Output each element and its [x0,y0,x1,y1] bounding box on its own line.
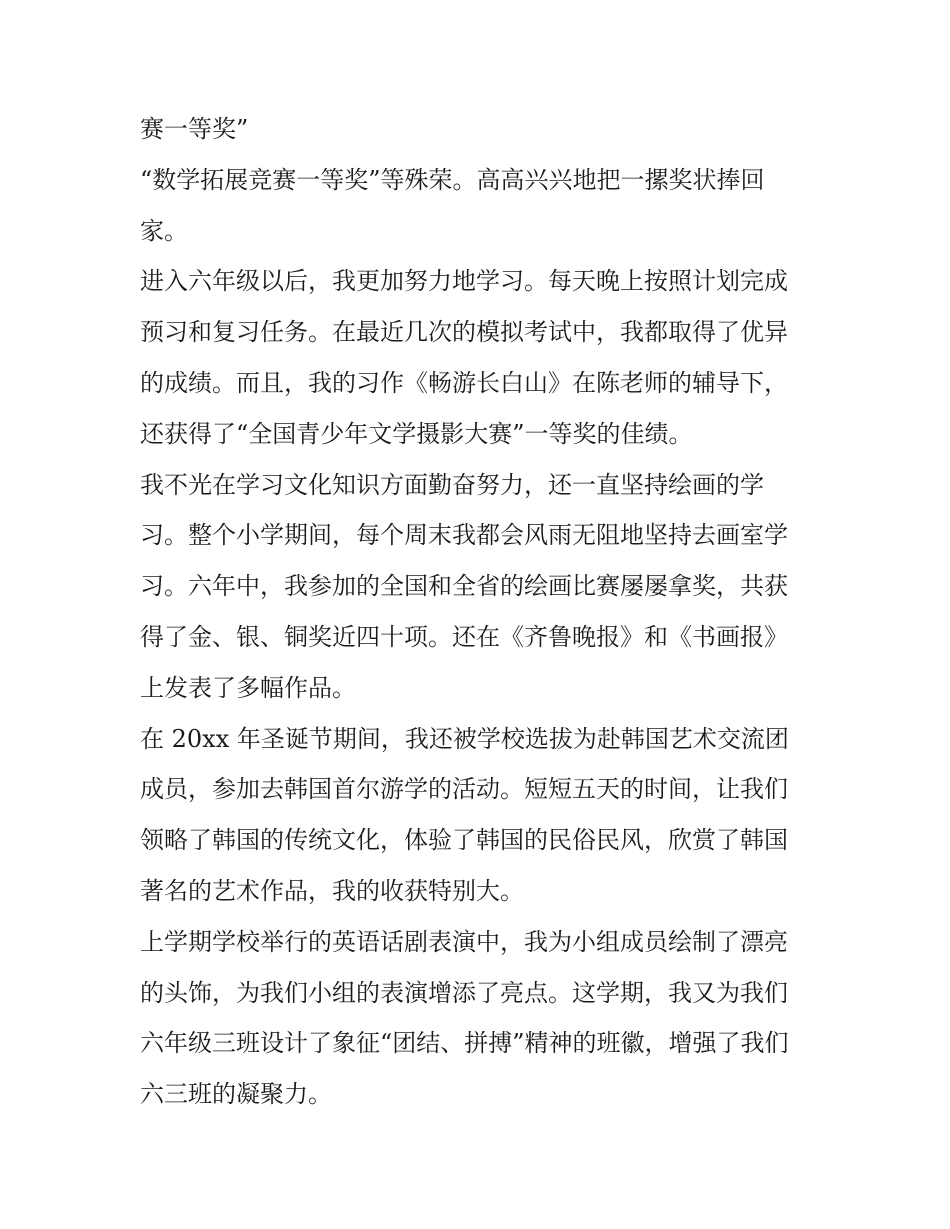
text-line: 六年级三班设计了象征“团结、拼搏”精神的班徽，增强了我们 [140,1029,789,1058]
text-line: 我不光在学习文化知识方面勤奋努力，还一直坚持绘画的学 [140,470,764,499]
text-line: 预习和复习任务。在最近几次的模拟考试中，我都取得了优异 [140,318,788,347]
text-line: 的成绩。而且，我的习作《畅游长白山》在陈老师的辅导下， [140,368,788,397]
text-line: 习。整个小学期间，每个周末我都会风雨无阻地坚持去画室学 [140,521,788,550]
text-line: 上发表了多幅作品。 [140,673,356,702]
document-body [140,104,814,1120]
text-line: 进入六年级以后，我更加努力地学习。每天晚上按照计划完成 [140,267,788,296]
text-line: 习。六年中，我参加的全国和全省的绘画比赛屡屡拿奖，共获 [140,572,788,601]
text-line: “数学拓展竞赛一等奖”等殊荣。高高兴兴地把一摞奖状捧回 [140,165,765,194]
text-line: 家。 [140,216,188,245]
text-line: 成员，参加去韩国首尔游学的活动。短短五天的时间，让我们 [140,775,788,804]
text-line: 还获得了“全国青少年文学摄影大赛”一等奖的佳绩。 [140,419,693,448]
text-line: 在 20xx 年圣诞节期间，我还被学校选拔为赴韩国艺术交流团 [140,724,789,753]
text-line: 六三班的凝聚力。 [140,1080,332,1109]
text-line: 的头饰，为我们小组的表演增添了亮点。这学期，我又为我们 [140,978,788,1007]
text-line: 上学期学校举行的英语话剧表演中，我为小组成员绘制了漂亮 [140,927,788,956]
text-line: 得了金、银、铜奖近四十项。还在《齐鲁晚报》和《书画报》 [140,622,788,651]
text-line: 领略了韩国的传统文化，体验了韩国的民俗民风，欣赏了韩国 [140,826,788,855]
text-line: 赛一等奖” [140,115,249,143]
text-line: 著名的艺术作品，我的收获特别大。 [140,876,524,905]
